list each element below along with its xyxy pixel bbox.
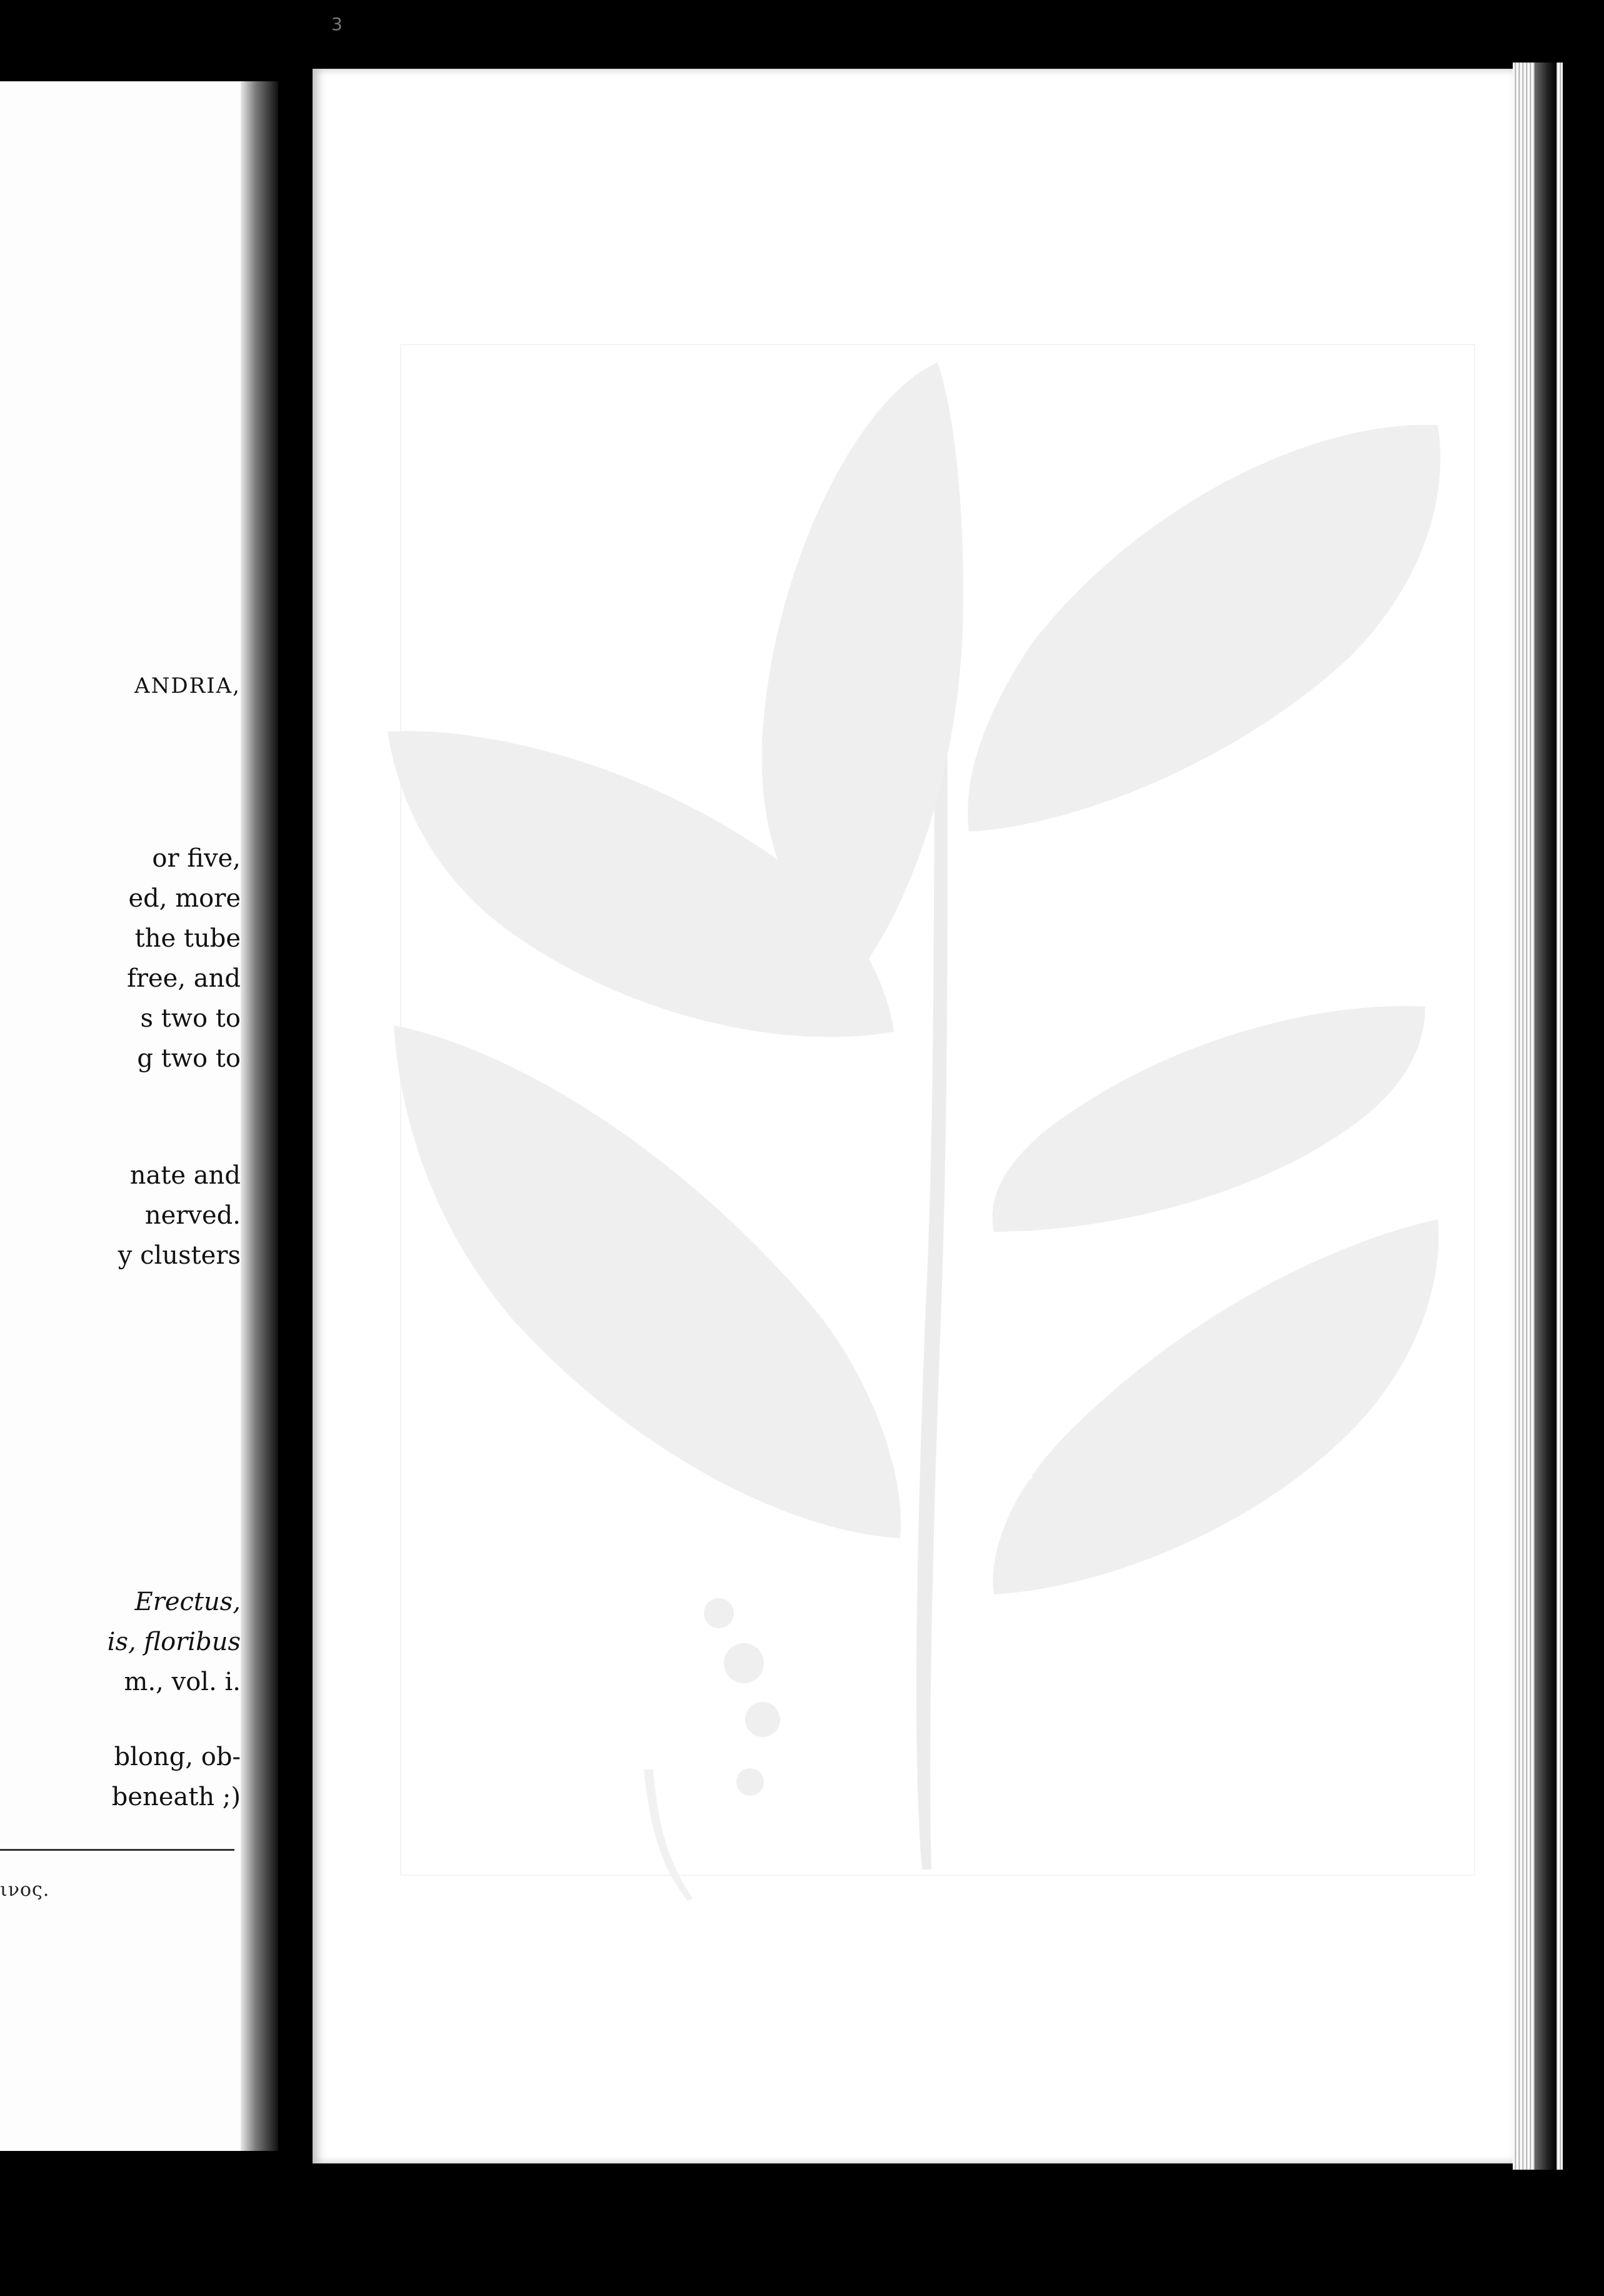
text-line: blong, ob- (114, 1743, 241, 1771)
text-line: g two to (137, 1044, 241, 1073)
flower-bud (704, 1598, 734, 1628)
flower-bud (724, 1643, 764, 1683)
text-line: ed, more (128, 884, 241, 913)
leaf (968, 425, 1440, 832)
leaf (394, 1025, 901, 1538)
text-line: is, floribus (107, 1628, 241, 1656)
book-gutter (241, 81, 278, 2151)
flower-bud (736, 1768, 764, 1796)
left-page (0, 81, 241, 2151)
text-line: beneath ;) (111, 1783, 241, 1811)
text-line: free, and (127, 964, 241, 993)
section-heading: ANDRIA, (134, 673, 241, 698)
flower-bud (745, 1702, 780, 1737)
leaf (993, 1006, 1425, 1232)
text-line: the tube (134, 924, 241, 953)
text-line: nerved. (144, 1201, 241, 1230)
text-line: s two to (140, 1004, 241, 1033)
text-line: nate and (129, 1161, 241, 1190)
footnote-text: ινος. (0, 1879, 50, 1901)
text-line: m., vol. i. (124, 1668, 241, 1696)
botanical-plate-illustration (313, 69, 1513, 2163)
footnote-rule (0, 1849, 234, 1851)
text-line: y clusters (118, 1241, 241, 1270)
flower-stalk (644, 1770, 693, 1901)
leaf (993, 1219, 1439, 1594)
scan-mark: 3 (331, 14, 343, 34)
text-line: Erectus, (134, 1588, 241, 1616)
text-line: or five, (152, 844, 241, 873)
book-cover-edge (1535, 63, 1556, 2170)
